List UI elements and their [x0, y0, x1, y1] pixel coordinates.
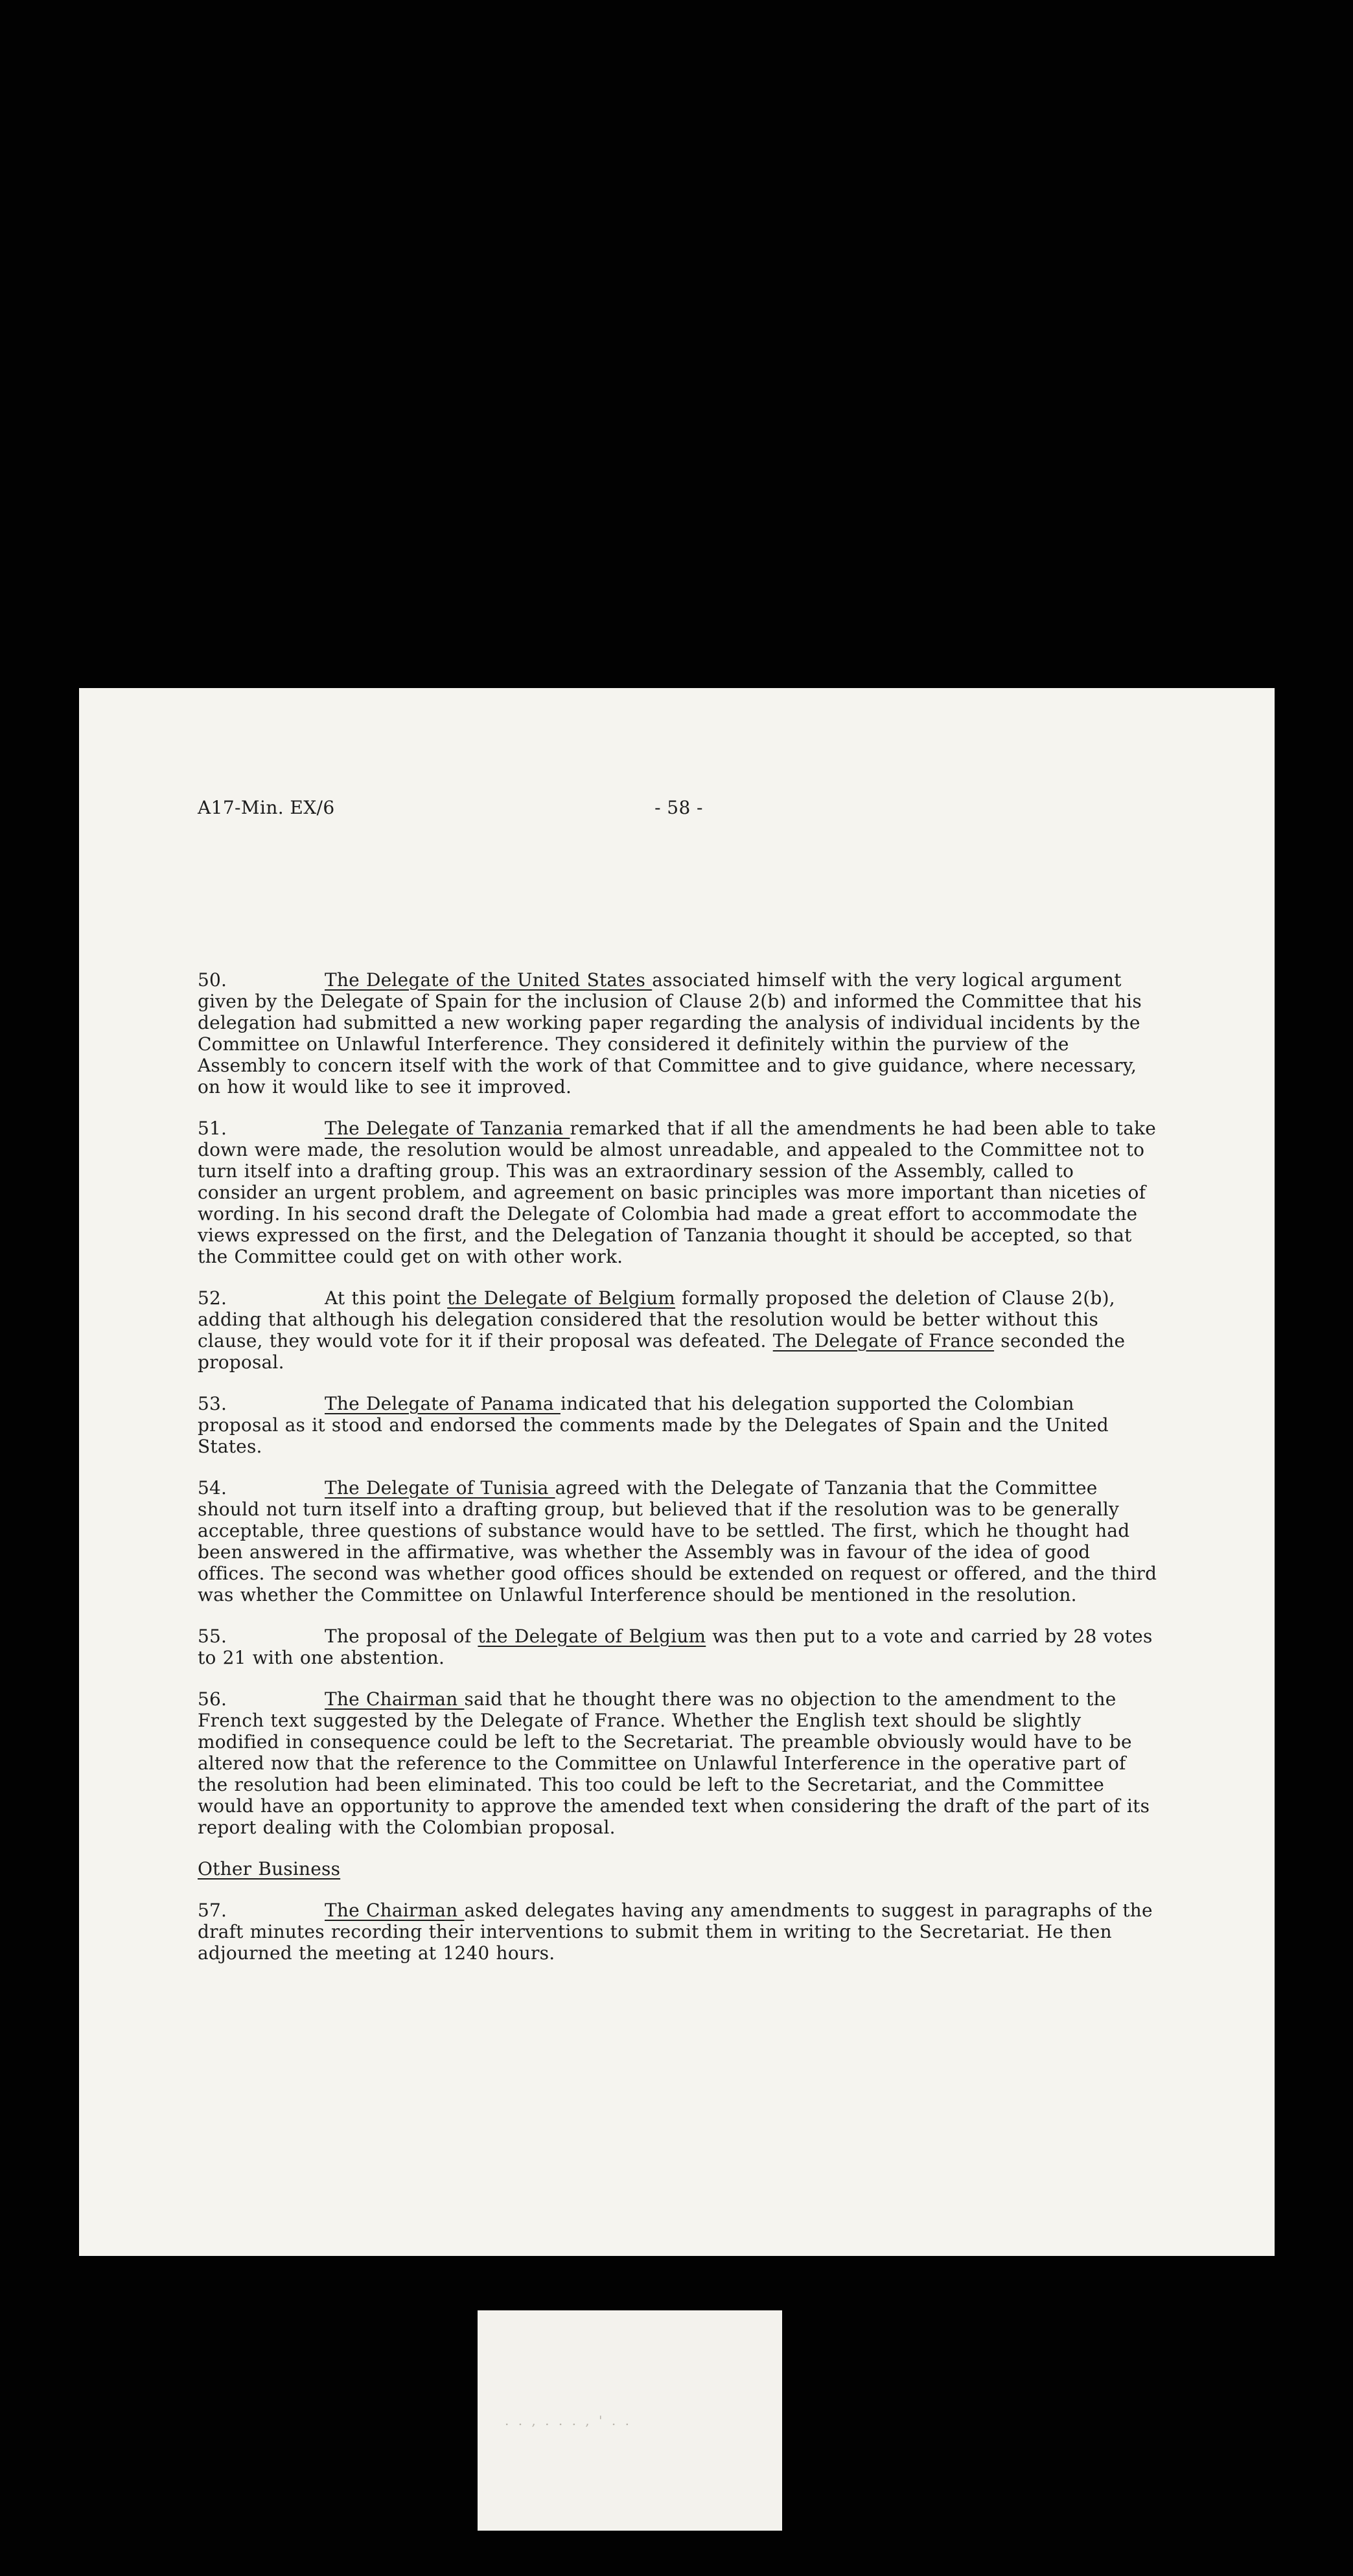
underlined-text-segment: The Chairman [325, 1688, 465, 1710]
paragraph-51 [198, 1118, 1160, 1267]
text-segment: was then put to a vote and carried by 28 votes to 21 with one abstention. [198, 1626, 1153, 1668]
underlined-text-segment: The Delegate of Tunisia [325, 1477, 555, 1499]
paragraph-number: 51. [198, 1118, 227, 1139]
underlined-text-segment: the Delegate of Belgium [478, 1626, 706, 1647]
underlined-text-segment: The Delegate of Tanzania [325, 1118, 570, 1139]
stamp-marks: . . , . . . , ' . . [505, 2413, 632, 2428]
underlined-text-segment: The Chairman [325, 1900, 465, 1921]
page-header [198, 797, 1160, 820]
page-number: - 58 - [654, 797, 703, 818]
paragraph-56 [198, 1688, 1160, 1838]
document-body [198, 969, 1160, 1964]
paragraph-53 [198, 1393, 1160, 1457]
paragraph-54 [198, 1477, 1160, 1605]
stamp-card [478, 2310, 782, 2531]
text-segment: asked delegates having any amendments to suggest in paragraphs of the draft minutes recording their interventions to submit them in writing to the Secretariat. He then adjourned the meeting at 1240 hours. [198, 1900, 1153, 1964]
text-segment: formally proposed the deletion of Clause 2(b), adding that although his delegation considered that the resolution would be better without this clause, they would vote for it if their proposal was defeated. [198, 1287, 1115, 1351]
document-page [79, 688, 1275, 2256]
paragraph-number: 55. [198, 1626, 227, 1647]
text-segment: indicated that his delegation supported the Colombian proposal as it stood and endorsed the comments made by the Delegates of Spain and the United States. [198, 1393, 1109, 1457]
paragraph-number: 57. [198, 1900, 227, 1921]
underlined-text-segment: the Delegate of Belgium [447, 1287, 676, 1309]
paragraph-number: 50. [198, 969, 227, 991]
text-segment: agreed with the Delegate of Tanzania that the Committee should not turn itself into a drafting group, but believed that if the resolution was to be generally acceptable, three questions of substance would have to be settled. The first, which he thought had been answered in the affirmative, was whether the Assembly was in favour of the idea of good offices. The second was whether good offices should be extended on request or offered, and the third was whether the Committee on Unlawful Interference should be mentioned in the resolution. [198, 1477, 1157, 1605]
section-heading-text: Other Business [198, 1858, 341, 1880]
page-content [79, 688, 1275, 1964]
paragraph-number: 53. [198, 1393, 227, 1414]
paragraph-55 [198, 1626, 1160, 1668]
text-segment: seconded the proposal. [198, 1330, 1126, 1373]
text-segment: said that he thought there was no objection to the amendment to the French text suggested by the Delegate of France. Whether the English text should be slightly modified in consequence could be left to the Secretariat. The preamble obviously would have to be altered now that the reference to the Committee on Unlawful Interference in the operative part of the resolution had been eliminated. This too could be left to the Secretariat, and the Committee would have an opportunity to approve the amended text when considering the draft of the part of its report dealing with the Colombian proposal. [198, 1688, 1150, 1838]
underlined-text-segment: The Delegate of Panama [325, 1393, 561, 1414]
underlined-text-segment: The Delegate of France [772, 1330, 995, 1351]
paragraph-number: 56. [198, 1688, 227, 1710]
paragraph-57 [198, 1900, 1160, 1964]
document-reference: A17-Min. EX/6 [198, 797, 335, 818]
underlined-text-segment: The Delegate of the United States [325, 969, 653, 991]
paragraph-number: 52. [198, 1287, 227, 1309]
text-segment: remarked that if all the amendments he had been able to take down were made, the resolution would be almost unreadable, and appealed to the Committee not to turn itself into a drafting group. This was an extraordinary session of the Assembly, called to consider an urgent problem, and agreement on basic principles was more important than niceties of wording. In his second draft the Delegate of Colombia had made a great effort to accommodate the views expressed on the first, and the Delegation of Tanzania thought it should be accepted, so that the Committee could get on with other work. [198, 1118, 1157, 1267]
paragraph-52 [198, 1287, 1160, 1373]
paragraph-50 [198, 969, 1160, 1098]
text-segment: At this point [325, 1287, 448, 1309]
paragraph-number: 54. [198, 1477, 227, 1499]
text-segment: The proposal of [325, 1626, 478, 1647]
section-heading [198, 1858, 1160, 1880]
text-segment: associated himself with the very logical argument given by the Delegate of Spain for the inclusion of Clause 2(b) and informed the Committee that his delegation had submitted a new working paper regarding the analysis of individual incidents by the Committee on Unlawful Interference. They considered it definitely within the purview of the Assembly to concern itself with the work of that Committee and to give guidance, where necessary, on how it would like to see it improved. [198, 969, 1142, 1098]
